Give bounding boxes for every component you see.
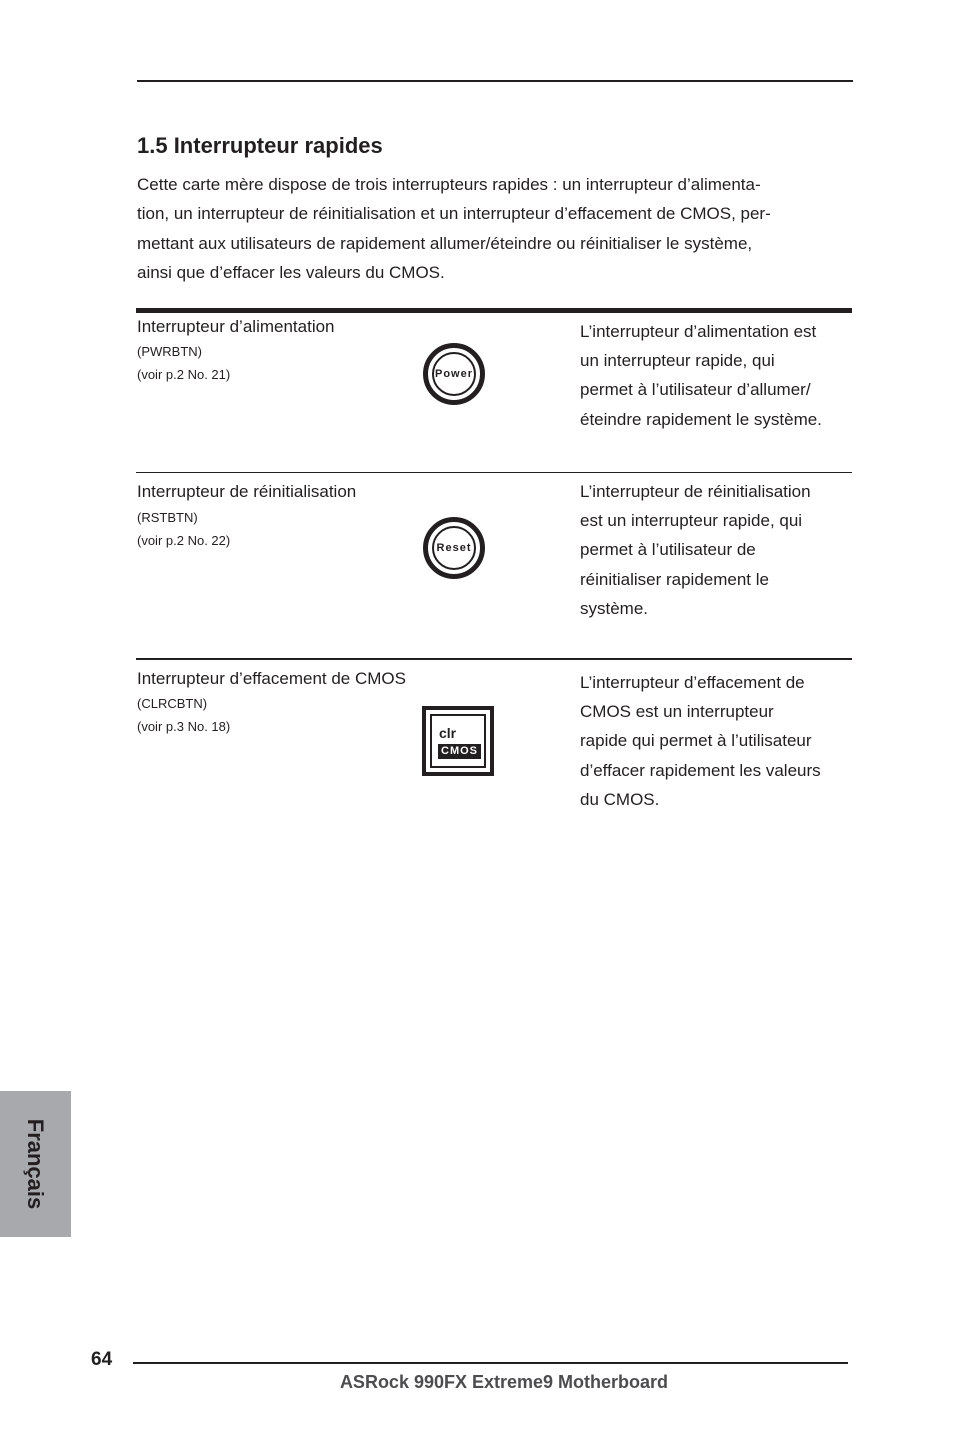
description-line: système. bbox=[580, 598, 649, 618]
clear-cmos-label-top: clr bbox=[439, 725, 457, 741]
description-line: permet à l’utilisateur d’allumer/ bbox=[580, 380, 811, 400]
language-tab-label: Français bbox=[23, 1118, 48, 1210]
reset-button-icon bbox=[423, 517, 485, 579]
power-switch-meta bbox=[137, 341, 230, 386]
power-button-icon bbox=[423, 343, 485, 405]
section-title: 1.5 Interrupteur rapides bbox=[137, 133, 383, 158]
description-line: permet à l’utilisateur de bbox=[580, 540, 756, 560]
description-line: éteindre rapidement le système. bbox=[580, 409, 822, 429]
description-line: réinitialiser rapidement le bbox=[580, 569, 769, 589]
reset-switch-ref: (voir p.2 No. 22) bbox=[137, 532, 231, 548]
description-line: L’interrupteur d’alimentation est bbox=[580, 322, 817, 341]
description-line: est un interrupteur rapide, qui bbox=[580, 511, 803, 531]
power-switch-ref: (voir p.2 No. 21) bbox=[137, 366, 231, 382]
reset-switch-code: (RSTBTN) bbox=[137, 510, 198, 525]
reset-switch-description bbox=[580, 477, 811, 623]
description-line: rapide qui permet à l’utilisateur bbox=[580, 731, 812, 751]
clrcmos-switch-ref: (voir p.3 No. 18) bbox=[137, 718, 231, 734]
reset-switch-meta bbox=[137, 507, 230, 552]
description-line: L’interrupteur d’effacement de bbox=[580, 673, 805, 692]
intro-line: mettant aux utilisateurs de rapidement allumer/éteindre ou réinitialiser le système, bbox=[137, 233, 753, 253]
description-line: un interrupteur rapide, qui bbox=[580, 351, 775, 371]
intro-paragraph bbox=[137, 170, 857, 287]
intro-line: Cette carte mère dispose de trois interrupteurs rapides : un interrupteur d’alimenta- bbox=[137, 175, 761, 194]
row-divider bbox=[136, 472, 852, 473]
header-rule bbox=[137, 80, 853, 82]
clrcmos-switch-meta bbox=[137, 693, 230, 738]
reset-button-label: Reset bbox=[432, 526, 476, 570]
intro-line: tion, un interrupteur de réinitialisation et un interrupteur d’effacement de CMOS, per- bbox=[137, 204, 771, 224]
description-line: d’effacer rapidement les valeurs bbox=[580, 760, 821, 780]
clrcmos-switch-description bbox=[580, 668, 821, 814]
power-switch-name: Interrupteur d’alimentation bbox=[137, 317, 335, 336]
power-button-label: Power bbox=[432, 352, 476, 396]
clear-cmos-button-icon bbox=[422, 706, 494, 776]
footer-rule bbox=[133, 1362, 848, 1364]
page-number: 64 bbox=[91, 1349, 113, 1370]
table-top-rule bbox=[136, 308, 852, 313]
clrcmos-switch-name: Interrupteur d’effacement de CMOS bbox=[137, 669, 406, 688]
power-switch-code: (PWRBTN) bbox=[137, 344, 202, 359]
description-line: CMOS est un interrupteur bbox=[580, 702, 774, 722]
reset-switch-name: Interrupteur de réinitialisation bbox=[137, 482, 357, 501]
row-divider bbox=[136, 658, 852, 660]
clear-cmos-label-bottom: CMOS bbox=[438, 744, 481, 759]
intro-line: ainsi que d’effacer les valeurs du CMOS. bbox=[137, 262, 445, 282]
clrcmos-switch-code: (CLRCBTN) bbox=[137, 696, 208, 711]
footer-title: ASRock 990FX Extreme9 Motherboard bbox=[339, 1372, 669, 1392]
power-switch-description bbox=[580, 317, 822, 434]
description-line: L’interrupteur de réinitialisation bbox=[580, 482, 811, 501]
description-line: du CMOS. bbox=[580, 789, 660, 809]
language-tab bbox=[0, 1091, 71, 1237]
